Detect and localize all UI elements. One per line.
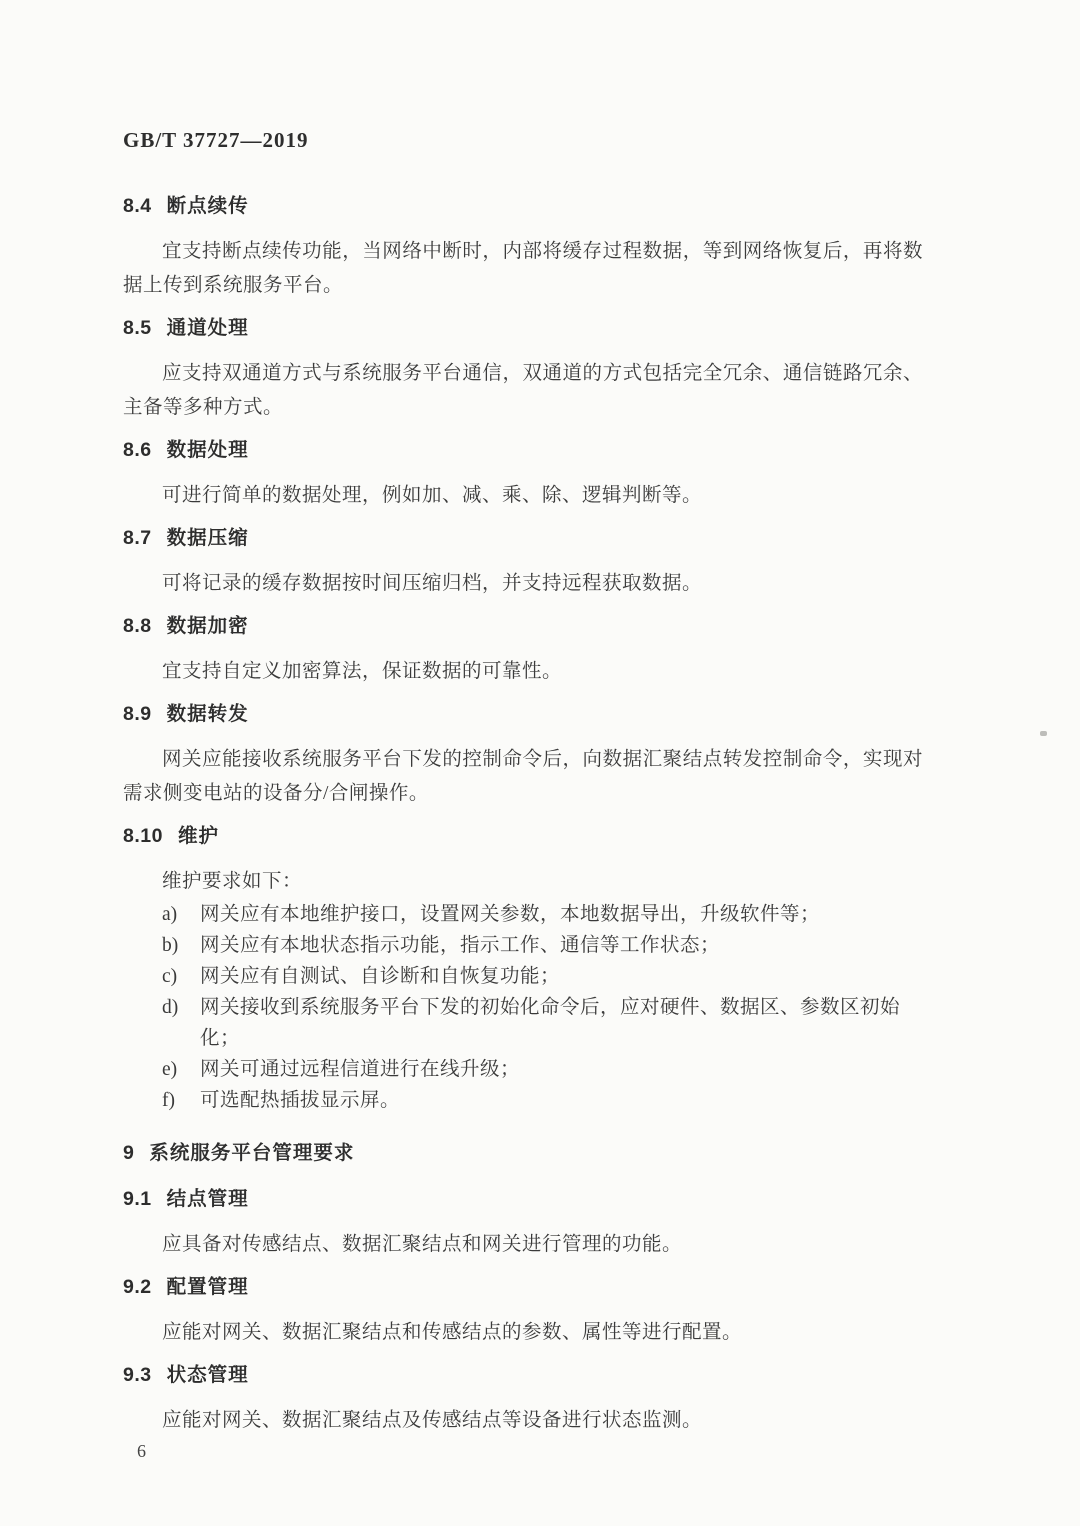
list-item-text: 可选配热插拔显示屏。 [200,1090,401,1111]
section-title: 数据处理 [166,439,249,461]
list-item-text: 网关应有本地维护接口，设置网关参数，本地数据导出，升级软件等； [200,904,821,925]
list-item-marker: f) [162,1090,175,1111]
section-heading [123,1186,923,1212]
section-paragraph: 应支持双通道方式与系统服务平台通信，双通道的方式包括完全冗余、通信链路冗余、主备等多种方式。 [123,363,923,418]
section-paragraph: 可将记录的缓存数据按时间压缩归档，并支持远程获取数据。 [162,573,703,594]
section-heading [123,525,923,551]
section-title: 结点管理 [166,1188,249,1210]
section-paragraph: 应具备对传感结点、数据汇聚结点和网关进行管理的功能。 [162,1234,683,1255]
section-heading [123,1274,923,1300]
list-item [162,961,923,992]
page-number: 6 [137,1441,146,1461]
section-8-8 [123,613,923,689]
list-item-marker: a) [162,904,178,925]
section-title: 数据压缩 [166,527,249,549]
chapter-9 [123,1140,923,1166]
standard-number-header: GB/T 37727—2019 [123,128,309,152]
section-title: 状态管理 [166,1364,249,1386]
list-item-text: 网关接收到系统服务平台下发的初始化命令后，应对硬件、数据区、参数区初始化； [200,997,901,1049]
section-8-5 [123,315,923,425]
list-item [162,1054,923,1085]
chapter-number: 9 [123,1142,135,1164]
section-title: 数据加密 [166,615,249,637]
list-item-marker: c) [162,966,178,987]
section-8-10 [123,823,923,1116]
section-9-2 [123,1274,923,1350]
section-8-7 [123,525,923,601]
scan-artifact-speck [1040,731,1047,736]
section-number: 8.6 [123,439,152,461]
section-9-3 [123,1362,923,1438]
section-number: 8.7 [123,527,152,549]
section-number: 9.2 [123,1276,152,1298]
section-number: 8.5 [123,317,152,339]
section-heading [123,193,923,219]
section-paragraph: 网关应能接收系统服务平台下发的控制命令后，向数据汇聚结点转发控制命令，实现对需求侧变电站的设备分/合闸操作。 [123,749,923,804]
list-item-marker: e) [162,1059,178,1080]
section-intro-paragraph: 维护要求如下： [162,871,303,892]
section-paragraph: 应能对网关、数据汇聚结点和传感结点的参数、属性等进行配置。 [162,1322,743,1343]
chapter-title: 系统服务平台管理要求 [149,1142,355,1164]
chapter-heading [123,1140,923,1166]
section-number: 8.4 [123,195,152,217]
section-paragraph: 宜支持断点续传功能，当网络中断时，内部将缓存过程数据，等到网络恢复后，再将数据上传到系统服务平台。 [123,241,923,296]
list-item [162,899,923,930]
section-heading [123,823,923,849]
section-heading [123,437,923,463]
section-number: 8.8 [123,615,152,637]
section-title: 断点续传 [166,195,249,217]
section-9-1 [123,1186,923,1262]
list-item-marker: b) [162,935,179,956]
list-item [162,1085,923,1116]
section-paragraph: 可进行简单的数据处理，例如加、减、乘、除、逻辑判断等。 [162,485,703,506]
section-paragraph: 应能对网关、数据汇聚结点及传感结点等设备进行状态监测。 [162,1410,703,1431]
section-number: 9.3 [123,1364,152,1386]
list-item-marker: d) [162,997,179,1018]
list-item [162,930,923,961]
section-8-6 [123,437,923,513]
list-item-text: 网关可通过远程信道进行在线升级； [200,1059,521,1080]
section-title: 数据转发 [166,703,249,725]
list-item-text: 网关应有自测试、自诊断和自恢复功能； [200,966,561,987]
list-item-text: 网关应有本地状态指示功能，指示工作、通信等工作状态； [200,935,721,956]
section-title: 通道处理 [166,317,249,339]
section-8-9 [123,701,923,811]
section-number: 8.10 [123,825,163,847]
section-title: 配置管理 [166,1276,249,1298]
list-item [162,992,923,1054]
section-8-4 [123,193,923,303]
section-heading [123,1362,923,1388]
section-heading [123,701,923,727]
section-heading [123,315,923,341]
section-number: 9.1 [123,1188,152,1210]
section-title: 维护 [177,825,219,847]
maintenance-requirements-list [123,899,923,1116]
section-paragraph: 宜支持自定义加密算法，保证数据的可靠性。 [162,661,563,682]
section-heading [123,613,923,639]
section-number: 8.9 [123,703,152,725]
